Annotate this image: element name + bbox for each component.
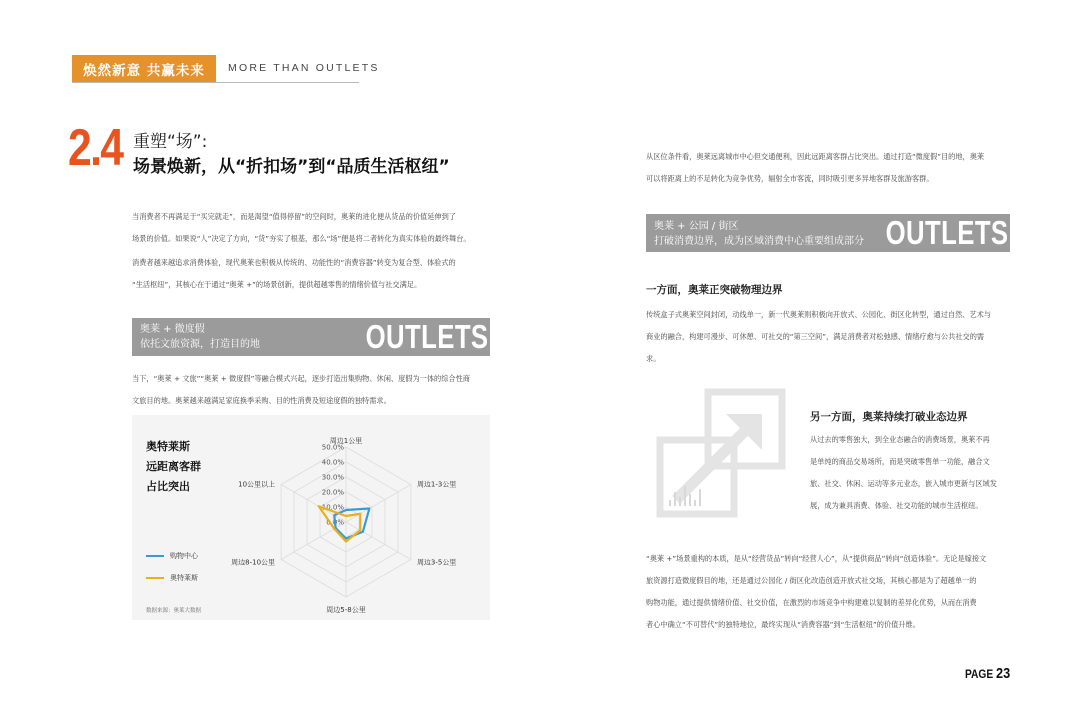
legend-label: 购物中心 [170, 552, 198, 560]
header-divider [72, 82, 359, 83]
text-line: “奥莱 +”场景重构的本质，是从“经营货品”转向“经营人心”，从“提供商品”转向“创造体验”。无论是嫁接文 [646, 554, 987, 563]
radar-tick-label: 50.0% [321, 443, 344, 452]
chart-source: 数据来源：奥莱大数据 [146, 608, 202, 614]
banner-title: 奥莱 + 微度假 [140, 324, 205, 335]
radar-tick-label: 0.0% [326, 518, 344, 527]
chart-title-line: 奥特莱斯 [146, 440, 190, 453]
radar-axis-label: 周边8-10公里 [231, 558, 276, 567]
right-paragraph-1 [646, 146, 984, 190]
banner-title: 奥莱 + 公园 / 街区 [654, 221, 739, 232]
radar-chart-panel [132, 415, 490, 620]
text-line: 商业的融合，构建可漫步、可休憩、可社交的“第三空间”，满足消费者对松弛感、情绪疗愈与公共社交的需 [646, 332, 985, 341]
right-paragraph-2 [646, 304, 991, 370]
banner-subtitle: 依托文旅资源，打造目的地 [140, 339, 260, 350]
section-tag-english: MORE THAN OUTLETS [228, 62, 380, 74]
radar-axis-label: 周边3-5公里 [416, 558, 457, 567]
text-line: 展，成为兼具消费、体验、社交功能的城市生活枢纽。 [810, 501, 983, 510]
right-paragraph-4 [646, 548, 986, 636]
text-line: 当消费者不再满足于“买完就走”，而是渴望“值得停留”的空间时，奥莱的进化便从货品的价值延伸到了 [132, 212, 456, 221]
text-line: “生活枢纽”，其核心在于通过“奥莱 +”的场景创新，提供超越零售的情绪价值与社交满足。 [132, 280, 422, 289]
section-number: 2.4 [68, 119, 123, 177]
left-paragraph-2 [132, 252, 456, 296]
text-line: 消费者越来越追求消费体验，现代奥莱也积极从传统的、功能性的“消费容器”转变为复合型、体验式的 [132, 258, 456, 267]
radar-axis-label: 10公里以上 [238, 480, 276, 489]
radar-tick-label: 20.0% [321, 488, 344, 497]
text-line: 从区位条件看，奥莱远离城市中心但交通便利，因此远距离客群占比突出。通过打造“微度假”目的地，奥莱 [646, 152, 985, 161]
page-label: PAGE [964, 667, 993, 681]
chart-title-line: 占比突出 [146, 480, 190, 493]
text-line: 当下，“奥莱 + 文旅”“奥莱 + 微度假”等融合模式兴起，逐步打造出集购物、休闲、度假为一体的综合性商 [132, 374, 470, 383]
banner-watermark-word: OUTLETS [365, 318, 488, 355]
text-line: 者心中确立“不可替代”的独特地位，最终实现从“消费容器”到“生活枢纽”的价值升维。 [646, 620, 920, 629]
banner-subtitle: 打破消费边界，成为区域消费中心重要组成部分 [654, 236, 864, 247]
radar-tick-label: 10.0% [321, 503, 344, 512]
text-line: 从过去的零售独大，到全业态融合的消费场景，奥莱不再 [810, 435, 990, 444]
subheading-format: 另一方面，奥莱持续打破业态边界 [810, 411, 968, 423]
right-paragraph-3 [810, 429, 997, 517]
subheading-physical: 一方面，奥莱正突破物理边界 [646, 284, 783, 296]
text-line: 求。 [646, 354, 661, 363]
left-paragraph-1 [132, 206, 471, 250]
text-line: 旅资源打造微度假目的地，还是通过公园化 / 街区化改造创造开放式社交场，其核心都是为了超越单一的 [646, 576, 977, 585]
legend-label: 奥特莱斯 [170, 574, 198, 582]
text-line: 文旅目的地。奥莱越来越满足家庭换季采购、目的性消费及短途度假的独特需求。 [132, 396, 391, 405]
expand-arrow-illustration [656, 388, 786, 518]
text-line: 传统盒子式奥莱空间封闭，动线单一，新一代奥莱则积极向开放式、公园化、街区化转型，通过自然、艺术与 [646, 310, 992, 319]
radar-tick-label: 30.0% [321, 473, 344, 482]
section-title-line1: 重塑“场”: [133, 132, 208, 152]
text-line: 购物功能，通过提供情绪价值、社交价值，在激烈的市场竞争中构建难以复制的差异化优势，从而在消费 [646, 598, 977, 607]
banner-watermark-word: OUTLETS [885, 214, 1008, 251]
page-number-value: 23 [995, 665, 1010, 682]
radar-axis-label: 周边1-3公里 [416, 480, 457, 489]
left-paragraph-3 [132, 368, 470, 412]
text-line: 可以将距离上的不足转化为竞争优势，辐射全市客流，同时吸引更多异地客群及旅游客群。 [646, 174, 934, 183]
radar-chart [132, 415, 490, 620]
radar-spoke [346, 485, 411, 523]
text-line: 是单纯的商品交易场所，而是突破零售单一功能，融合文 [810, 457, 990, 466]
radar-spoke [346, 522, 411, 560]
page-number [965, 665, 1010, 682]
radar-axis-label: 周边5-8公里 [326, 606, 366, 614]
banner-microvacation [132, 318, 490, 356]
section-title-line2: 场景焕新，从“折扣场”到“品质生活枢纽” [133, 157, 450, 177]
banner-park-street [646, 214, 1010, 252]
text-line: 场景的价值。如果说“人”决定了方向，“货”夯实了根基，那么“场”便是将二者转化为真实体验的最终舞台。 [132, 234, 471, 243]
chart-title-line: 远距离客群 [146, 460, 201, 473]
text-line: 旅、社交、休闲、运动等多元业态，嵌入城市更新与区域发 [810, 479, 997, 488]
radar-axis-label: 周边1公里 [329, 437, 363, 445]
section-tag: 焕然新意 共赢未来 [72, 55, 216, 82]
radar-tick-label: 40.0% [321, 458, 344, 467]
